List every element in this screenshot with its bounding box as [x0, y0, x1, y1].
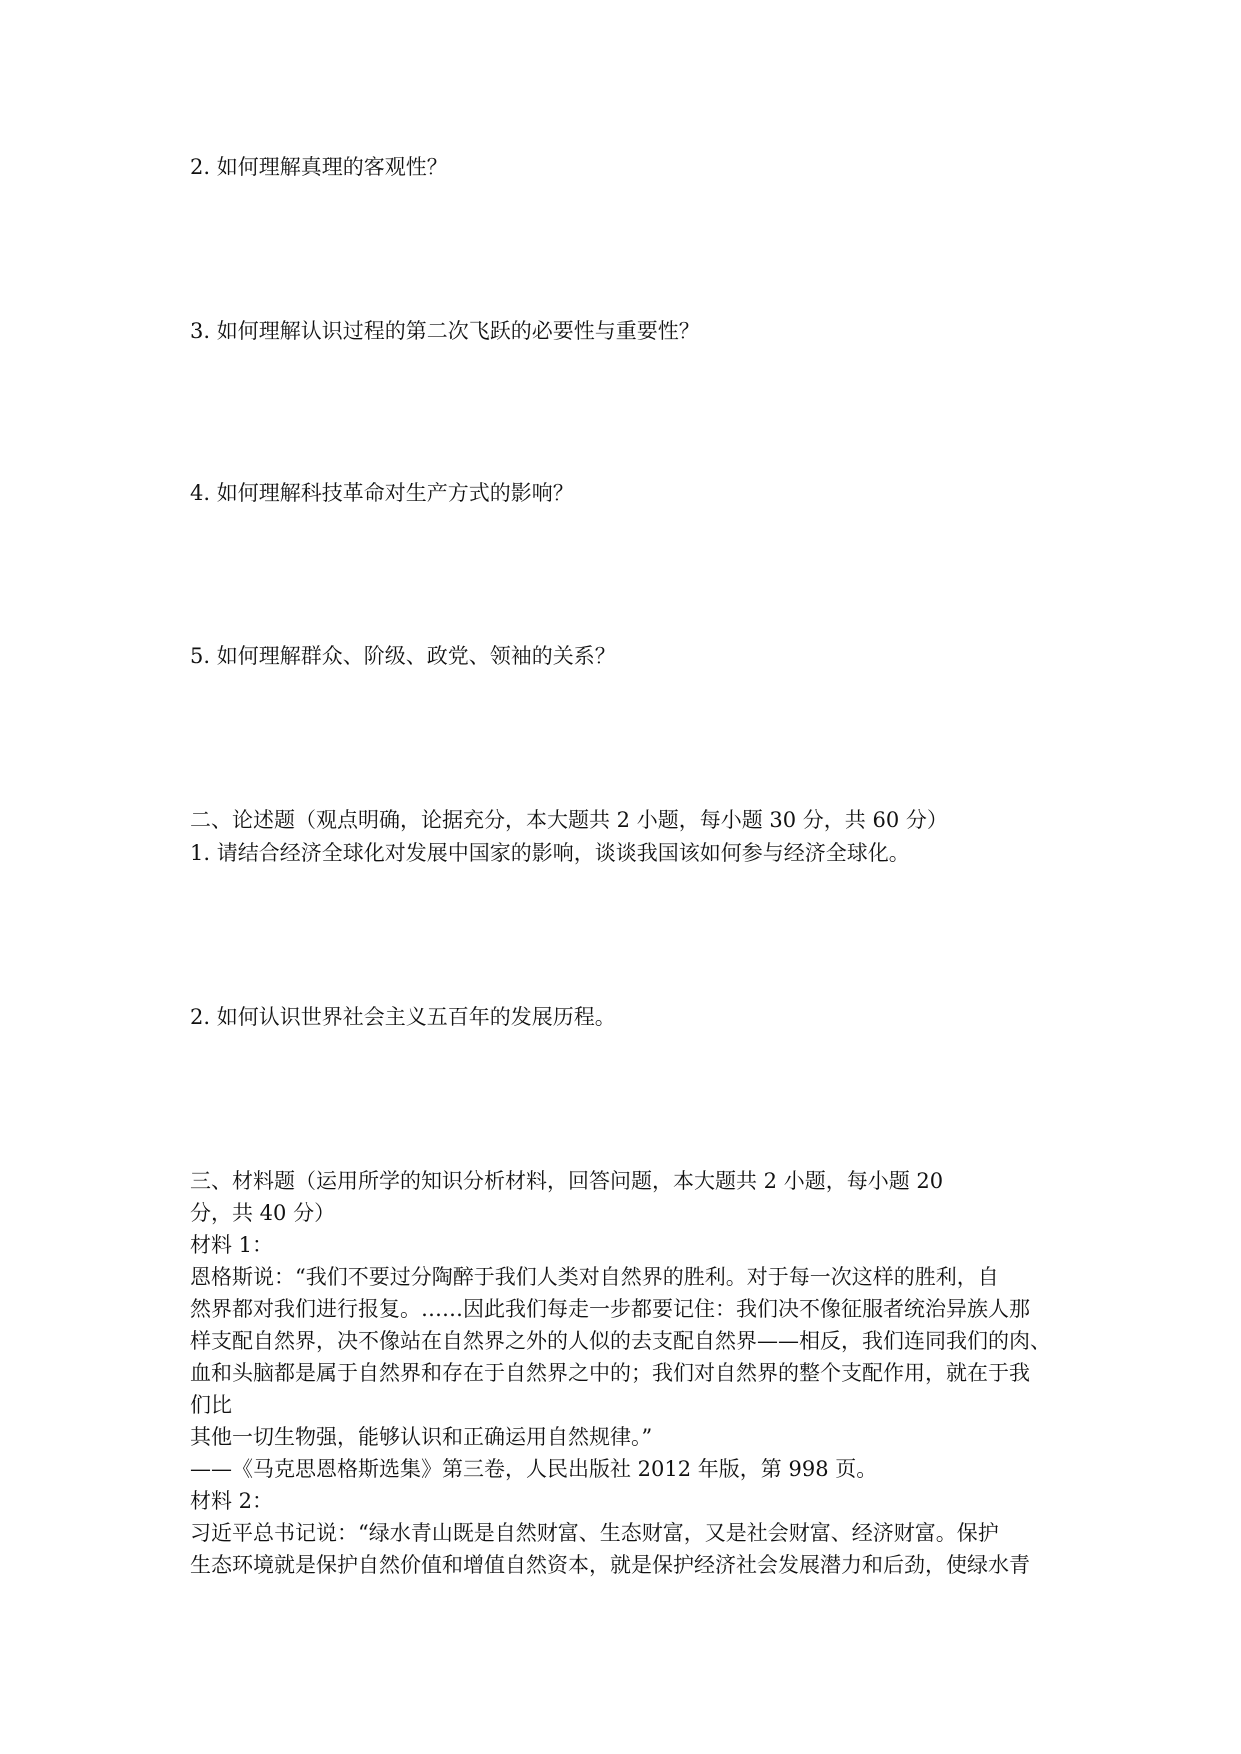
material-1-source: ——《马克思恩格斯选集》第三卷，人民出版社 2012 年版，第 998 页。: [190, 1457, 878, 1481]
section-3-header-line-2: 分，共 40 分）: [190, 1201, 336, 1225]
question-2-objectivity-of-truth: 2. 如何理解真理的客观性？: [190, 155, 448, 179]
material-2-text-line: 生态环境就是保护自然价值和增值自然资本，就是保护经济社会发展潜力和后劲，使绿水青: [190, 1553, 1030, 1577]
material-1-text-line: 样支配自然界，决不像站在自然界之外的人似的去支配自然界——相反，我们连同我们的肉、: [190, 1329, 1051, 1353]
material-1-text-line: 恩格斯说：“我们不要过分陶醉于我们人类对自然界的胜利。对于每一次这样的胜利，自: [190, 1265, 999, 1289]
material-1-label: 材料 1：: [190, 1233, 274, 1257]
material-1-text-line: 血和头脑都是属于自然界和存在于自然界之中的；我们对自然界的整个支配作用，就在于我: [190, 1361, 1030, 1385]
material-1-text-line: 然界都对我们进行报复。……因此我们每走一步都要记住：我们决不像征服者统治异族人那: [190, 1297, 1030, 1321]
question-4-tech-revolution: 4. 如何理解科技革命对生产方式的影响？: [190, 481, 574, 505]
material-2-text-line: 习近平总书记说：“绿水青山既是自然财富、生态财富，又是社会财富、经济财富。保护: [190, 1521, 999, 1545]
essay-question-1: 1. 请结合经济全球化对发展中国家的影响，谈谈我国该如何参与经济全球化。: [190, 841, 910, 865]
section-2-header: 二、论述题（观点明确，论据充分，本大题共 2 小题，每小题 30 分，共 60 分）: [190, 808, 948, 832]
material-1-text-line: 其他一切生物强，能够认识和正确运用自然规律。”: [190, 1425, 653, 1449]
question-3-second-leap: 3. 如何理解认识过程的第二次飞跃的必要性与重要性？: [190, 319, 700, 343]
question-5-masses-classes: 5. 如何理解群众、阶级、政党、领袖的关系？: [190, 644, 616, 668]
material-1-text-line: 们比: [190, 1393, 232, 1417]
material-2-label: 材料 2：: [190, 1489, 274, 1513]
essay-question-2: 2. 如何认识世界社会主义五百年的发展历程。: [190, 1005, 616, 1029]
section-3-header-line-1: 三、材料题（运用所学的知识分析材料，回答问题，本大题共 2 小题，每小题 20: [190, 1169, 944, 1193]
